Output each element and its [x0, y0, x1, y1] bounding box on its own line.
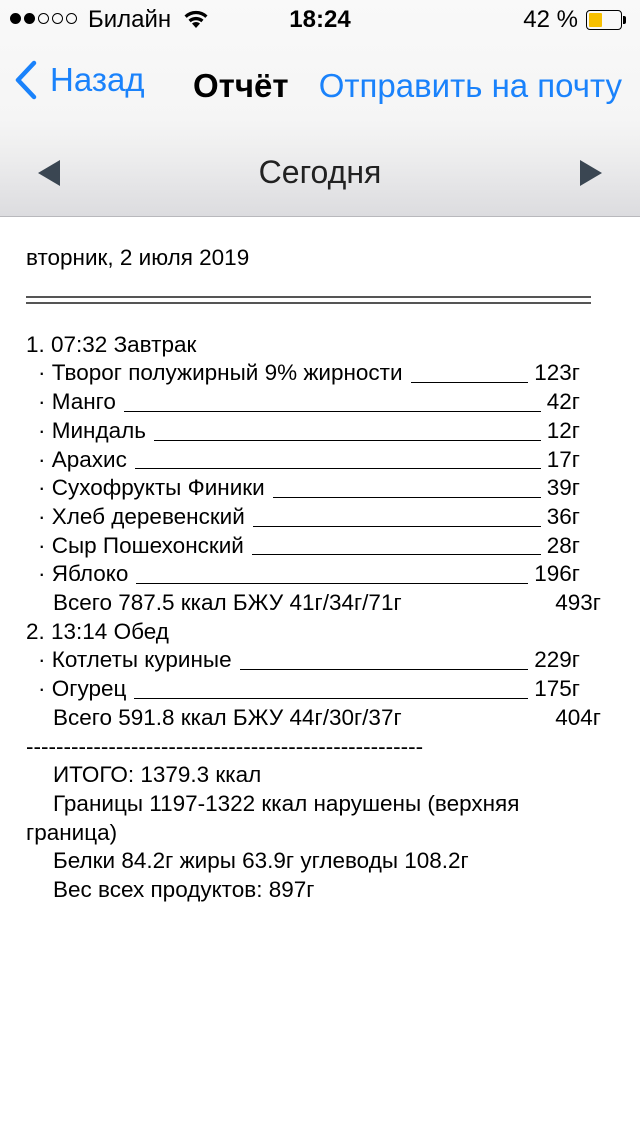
meal-total [26, 704, 626, 733]
next-day-button[interactable] [578, 159, 604, 192]
meal-header: 2. 13:14 Обед [26, 618, 169, 644]
dotted-leader [154, 440, 541, 441]
dotted-leader [253, 526, 541, 527]
report-date: вторник, 2 июля 2019 [26, 245, 250, 270]
summary-limits: Границы 1197-1322 ккал нарушены (верхняя [53, 790, 520, 816]
status-bar [0, 0, 640, 40]
meal-total [26, 589, 626, 618]
food-item [26, 446, 626, 475]
meals-list [26, 331, 626, 733]
food-item-name: · Манго [38, 389, 116, 415]
food-item-amount: 39г [546, 475, 580, 501]
back-button-label: Назад [50, 61, 145, 98]
carrier-name: Билайн [88, 6, 172, 33]
food-item-name: · Сыр Пошехонский [38, 532, 244, 558]
battery-percentage: 42 % [523, 6, 578, 33]
summary-block [26, 761, 626, 905]
clock: 18:24 [289, 6, 351, 33]
send-email-button[interactable]: Отправить на почту [318, 67, 622, 104]
battery-icon [586, 10, 626, 30]
dotted-leader [411, 382, 529, 383]
food-item-amount: 196г [534, 561, 580, 587]
summary-limits-continued: граница) [26, 819, 118, 845]
meal-header: 1. 07:32 Завтрак [26, 331, 197, 357]
dotted-leader [124, 411, 541, 412]
food-item-amount: 42г [546, 389, 580, 415]
food-item-name: · Сухофрукты Финики [38, 475, 265, 501]
meal-total-amount: 493г [555, 590, 601, 616]
food-item-name: · Хлеб деревенский [38, 503, 245, 529]
dotted-leader [273, 497, 541, 498]
triangle-right-icon [578, 159, 604, 187]
dotted-leader [136, 583, 528, 584]
food-item-amount: 28г [546, 532, 580, 558]
summary-total: ИТОГО: 1379.3 ккал [53, 762, 262, 788]
page-title: Отчёт [193, 67, 289, 104]
food-item-amount: 175г [534, 676, 580, 702]
food-item-name: · Огурец [38, 676, 127, 702]
food-item-name: · Котлеты куриные [38, 647, 232, 673]
dotted-leader [252, 554, 541, 555]
report-text [26, 244, 626, 905]
back-button[interactable] [14, 60, 145, 100]
food-item-name: · Творог полужирный 9% жирности [38, 360, 403, 386]
dotted-leader [240, 669, 529, 670]
meal-total-text: Всего 787.5 ккал БЖУ 41г/34г/71г [53, 590, 402, 616]
dotted-leader [134, 698, 528, 699]
food-item-amount: 17г [546, 446, 580, 472]
chevron-left-icon [14, 60, 38, 100]
dotted-leader [135, 468, 541, 469]
summary-macros: Белки 84.2г жиры 63.9г углеводы 108.2г [53, 848, 469, 874]
food-item-amount: 36г [546, 503, 580, 529]
food-item [26, 560, 626, 589]
dash-separator: ----------------------------------------------------- [26, 733, 424, 759]
food-item-name: · Арахис [38, 446, 127, 472]
meal-total-text: Всего 591.8 ккал БЖУ 44г/30г/37г [53, 704, 402, 730]
double-separator [26, 296, 591, 304]
summary-weight: Вес всех продуктов: 897г [53, 877, 315, 903]
food-item [26, 417, 626, 446]
navigation-bar [0, 40, 640, 128]
food-item [26, 646, 626, 675]
period-label: Сегодня [258, 154, 382, 190]
food-item [26, 532, 626, 561]
period-selector [0, 128, 640, 216]
food-item [26, 675, 626, 704]
meal-total-amount: 404г [555, 704, 601, 730]
food-item [26, 503, 626, 532]
food-item-amount: 229г [534, 647, 580, 673]
food-item-name: · Яблоко [38, 561, 129, 587]
food-item-name: · Миндаль [38, 417, 146, 443]
food-item-amount: 12г [546, 417, 580, 443]
food-item [26, 359, 626, 388]
header-area [0, 0, 640, 217]
food-item-amount: 123г [534, 360, 580, 386]
food-item [26, 474, 626, 503]
food-item [26, 388, 626, 417]
